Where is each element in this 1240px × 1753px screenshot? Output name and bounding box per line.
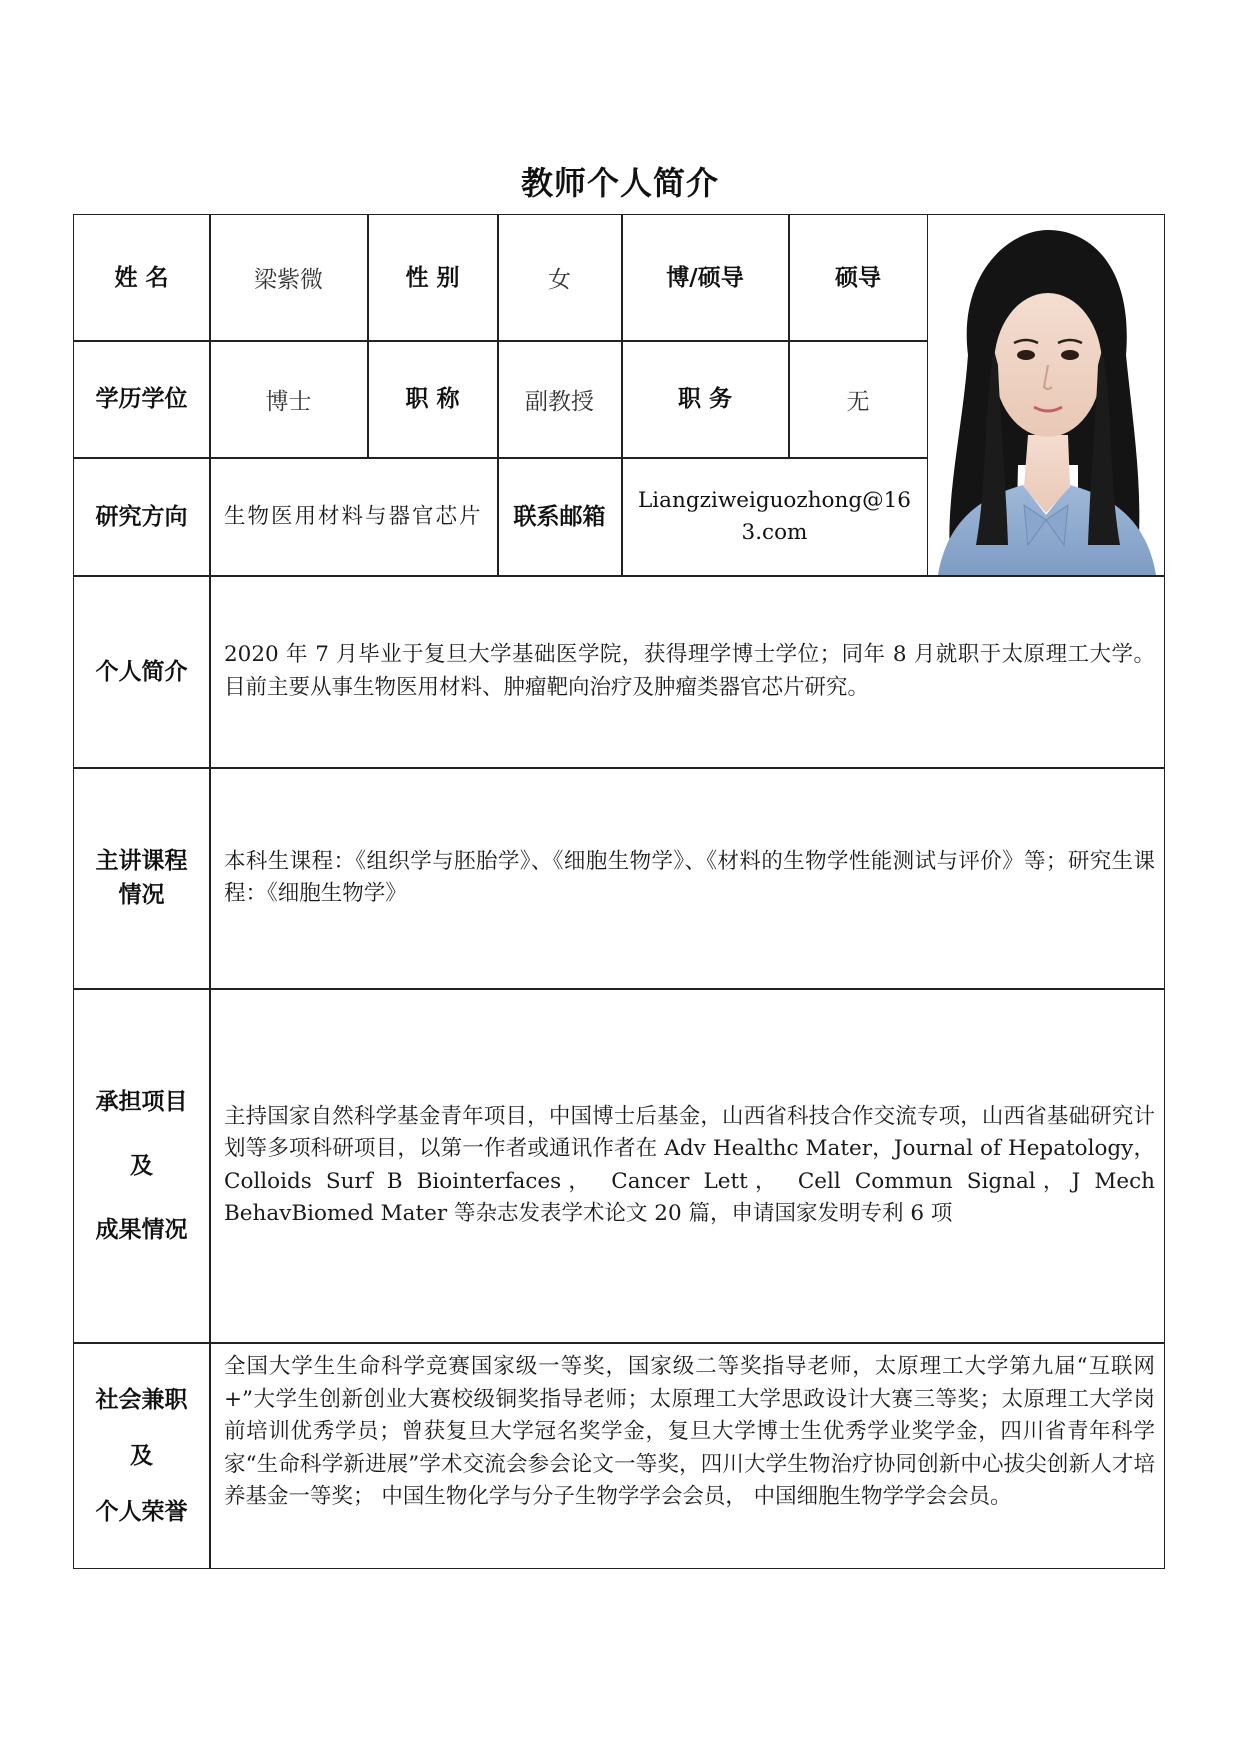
page-title: 教师个人简介 — [520, 164, 719, 202]
projects-text: 主持国家自然科学基金青年项目，中国博士后基金，山西省科技合作交流专项，山西省基础研究计划等多项科研项目，以第一作者或通讯作者在 Adv Healthc Mater，Journal of Hepatology， Colloids Surf B Biointerfaces， Cancer Lett， Cell Commun Signal，J Mech BehavBiomed Mater 等杂志发表学术论文 20 篇，申请国家发明专利 6 项 — [224, 1103, 1155, 1226]
research-value: 生物医用材料与器官芯片 — [224, 504, 483, 529]
post-value: 无 — [846, 388, 870, 415]
bio-text: 2020 年 7 月毕业于复旦大学基础医学院，获得理学博士学位；同年 8 月就职于太原理工大学。目前主要从事生物医用材料、肿瘤靶向治疗及肿瘤类器官芯片研究。 — [224, 642, 1155, 700]
courses-label-line-1: 主讲课程 — [95, 848, 188, 874]
email-label: 联系邮箱 — [513, 503, 606, 530]
honors-label-line-3: 个人荣誉 — [95, 1499, 188, 1525]
rank-value: 副教授 — [525, 388, 594, 415]
name-value: 梁紫微 — [254, 267, 323, 293]
research-label: 研究方向 — [95, 503, 188, 530]
supervisor-label: 博/硕导 — [666, 264, 744, 291]
projects-label-line-3: 成果情况 — [95, 1216, 188, 1243]
portrait-photo — [928, 215, 1164, 575]
projects-label — [74, 989, 209, 1342]
gender-label: 性 别 — [405, 264, 460, 291]
honors-text: 全国大学生生命科学竞赛国家级一等奖，国家级二等奖指导老师，太原理工大学第九届“互联网+”大学生创新创业大赛校级铜奖指导老师；太原理工大学思政设计大赛三等奖；太原理工大学岗前培训优秀学员；曾获复旦大学冠名奖学金，复旦大学博士生优秀学业奖学金，四川省青年科学家“生命科学新进展”学术交流会参会论文一等奖，四川大学生物治疗协同创新中心拔尖创新人才培养基金一等奖； 中国生物化学与分子生物学学会会员， 中国细胞生物学学会会员。 — [224, 1354, 1155, 1509]
projects-label-line-1: 承担项目 — [95, 1088, 188, 1115]
honors-label-line-1: 社会兼职 — [95, 1387, 188, 1413]
gender-value: 女 — [548, 267, 571, 293]
honors-label-line-2: 及 — [130, 1443, 153, 1469]
honors-label — [74, 1343, 209, 1569]
post-label: 职 务 — [677, 386, 732, 412]
degree-label: 学历学位 — [95, 386, 188, 412]
name-label: 姓 名 — [114, 264, 169, 291]
email-value: Liangziweiguozhong@163.com — [638, 487, 911, 545]
courses-label-line-2: 情况 — [118, 882, 165, 908]
supervisor-value: 硕导 — [835, 264, 881, 291]
rank-label: 职 称 — [405, 386, 460, 412]
courses-text: 本科生课程：《组织学与胚胎学》、《细胞生物学》、《材料的生物学性能测试与评价》等；研究生课程：《细胞生物学》 — [224, 848, 1155, 906]
courses-label — [74, 768, 209, 988]
degree-value: 博士 — [265, 388, 312, 415]
bio-label: 个人简介 — [95, 658, 188, 685]
projects-label-line-2: 及 — [130, 1152, 153, 1179]
